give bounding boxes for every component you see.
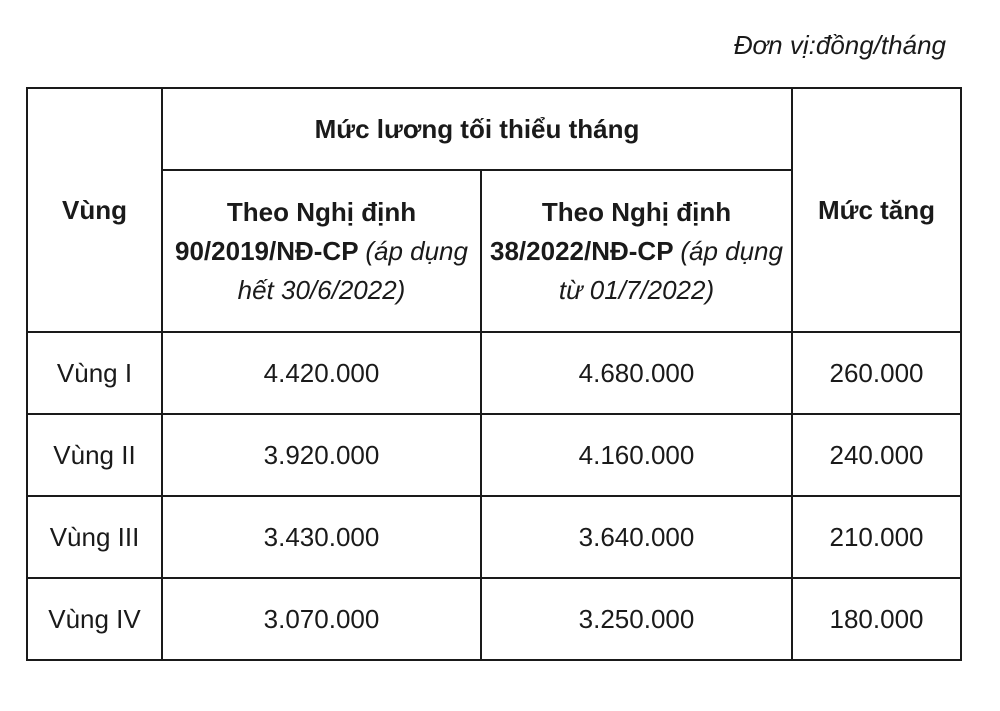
cell-new-wage: 3.250.000: [481, 578, 792, 660]
decree-new-note: (áp dụng từ 01/7/2022): [558, 235, 783, 305]
table-row: [27, 414, 961, 496]
cell-region: Vùng II: [27, 414, 162, 496]
header-increase: Mức tăng: [792, 88, 961, 332]
header-min-wage-group: Mức lương tối thiểu tháng: [162, 88, 792, 170]
cell-region: Vùng I: [27, 332, 162, 414]
unit-note: Đơn vị:đồng/tháng: [733, 30, 946, 60]
header-decree-old: [162, 170, 481, 332]
table-row: [27, 578, 961, 660]
cell-increase: 240.000: [792, 414, 961, 496]
cell-old-wage: 3.430.000: [162, 496, 481, 578]
cell-increase: 210.000: [792, 496, 961, 578]
cell-new-wage: 4.160.000: [481, 414, 792, 496]
decree-old-title: Theo Nghị định 90/2019/NĐ-CP: [175, 196, 417, 266]
cell-increase: 180.000: [792, 578, 961, 660]
decree-old-note: (áp dụng hết 30/6/2022): [237, 235, 468, 305]
cell-old-wage: 4.420.000: [162, 332, 481, 414]
cell-region: Vùng IV: [27, 578, 162, 660]
cell-new-wage: 3.640.000: [481, 496, 792, 578]
cell-region: Vùng III: [27, 496, 162, 578]
cell-old-wage: 3.920.000: [162, 414, 481, 496]
table-row: [27, 496, 961, 578]
decree-new-title: Theo Nghị định 38/2022/NĐ-CP: [490, 196, 732, 266]
header-region: Vùng: [27, 88, 162, 332]
table-header-row: [27, 88, 961, 170]
cell-new-wage: 4.680.000: [481, 332, 792, 414]
minimum-wage-table: [26, 87, 962, 661]
cell-increase: 260.000: [792, 332, 961, 414]
table-row: [27, 332, 961, 414]
cell-old-wage: 3.070.000: [162, 578, 481, 660]
header-decree-new: [481, 170, 792, 332]
